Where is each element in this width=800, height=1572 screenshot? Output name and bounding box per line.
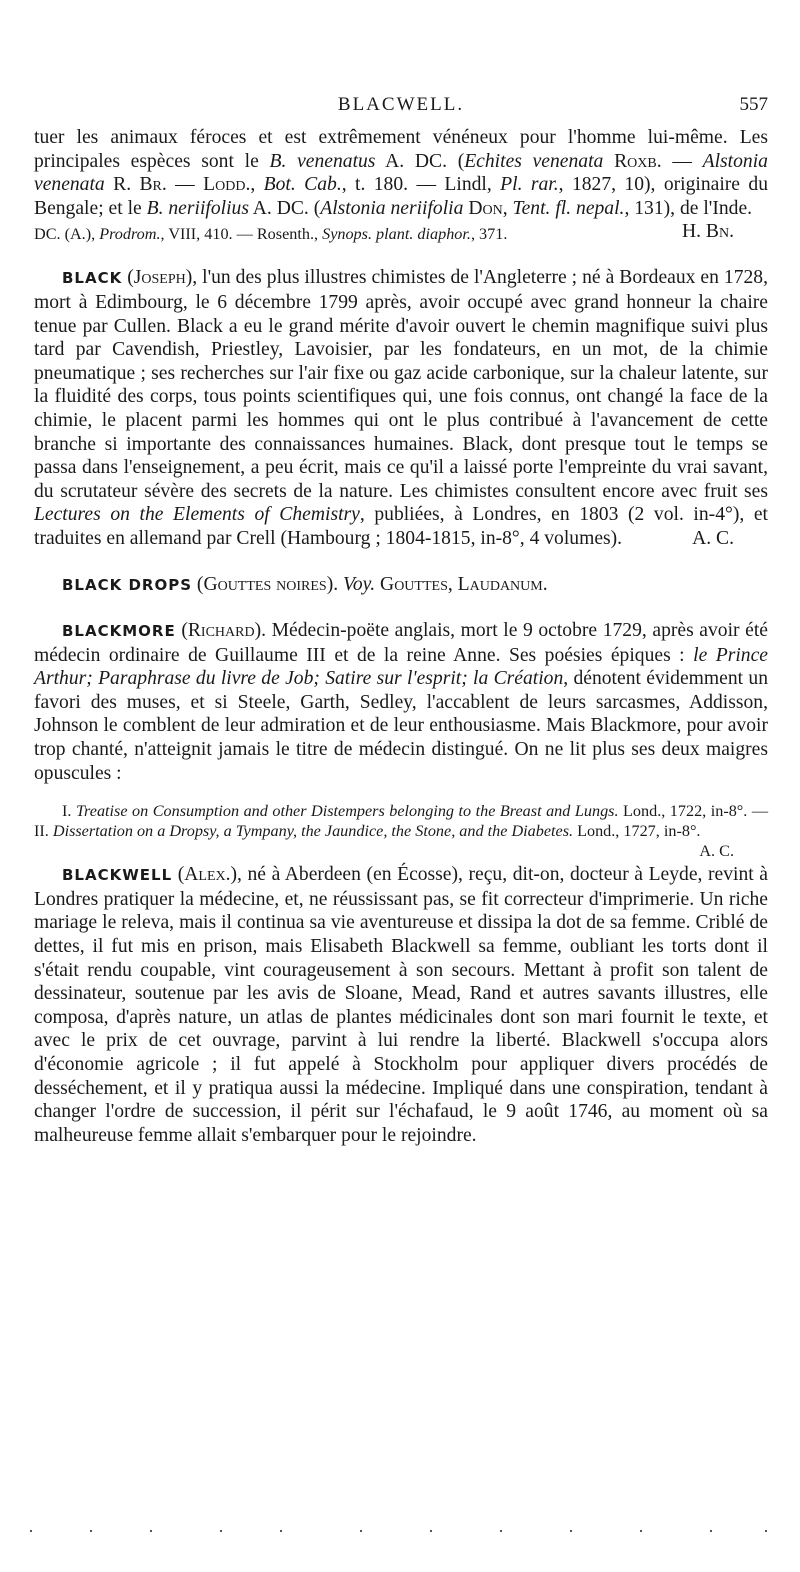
- scan-noise-dots: [30, 1530, 770, 1534]
- entry-blackwell: BLACKWELL (Alex.), né à Aberdeen (en Écosse), reçu, dit-on, docteur à Leyde, revint à Londres pratiquer la médecine, et, ne réussissant pas, se fit correcteur d'imprimerie. Un riche mariage le releva, mais il continua sa vie aventureuse et dissipa la dot de sa femme. Criblé de dettes, il fut mis en prison, mais Elisabeth Blackwell sa femme, oubliant les torts dont il s'était rendu coupable, vint courageusement à son secours. Mettant à profit son talent de dessinateur, soutenue par les avis de Sloane, Mead, Rand et autres savants illustres, elle composa, d'après nature, un atlas de plantes médicinales dont son mari fournit le texte, et avec le prix de cet ouvrage, parvint à lui rendre la liberté. Blackwell s'occupa alors d'économie agricole ; il fut appelé à Stockholm pour appliquer divers procédés de desséchement, et il y pratiqua aussi la médecine. Impliqué dans une conspiration, tendant à changer l'ordre de succession, il périt sur l'échafaud, le 9 août 1746, au moment où sa malheureuse femme allait s'embarquer pour le rejoindre.: [34, 864, 768, 1146]
- headword: BLACKWELL: [62, 866, 173, 885]
- headword: BLACKMORE: [62, 622, 176, 641]
- signature: A. C.: [692, 527, 734, 549]
- entry-black-drops: BLACK DROPS (Gouttes noires). Voy. Gouttes, Laudanum.: [62, 573, 548, 595]
- entry-black: BLACK (Joseph), l'un des plus illustres chimistes de l'Angleterre ; né à Bordeaux en 1728, mort à Edimbourg, le 6 décembre 1799 après, avoir occupé avec grand honneur la chaire tenue par Cullen. Black a eu le grand mérite d'avoir ouvert le chemin magnifique suivi plus tard par Cavendish, Priestley, Lavoisier, par les fondateurs, en un mot, de la chimie pneumatique ; ses recherches sur l'air fixe ou gaz acide carbonique, sur la chaleur latente, sur la fluidité des corps, tous points scientifiques qui, une fois connus, ont changé la face de la chimie, le placent parmi les hommes qui ont le plus contribué à l'avancement de cette branche si importante des connaissances humaines. Black, dont presque tout le temps se passa dans l'enseignement, a peu écrit, mais ce qu'il a laissé porte l'empreinte du vrai savant, du scrutateur sévère des secrets de la nature. Les chimistes consultent encore avec fruit ses Lectures on the Elements of Chemistry, publiées, à Londres, en 1803 (2 vol. in-4°), et traduites en allemand par Crell (Hambourg ; 1804-1815, in-8°, 4 volumes). A. C.: [34, 267, 768, 549]
- page-number: 557: [739, 94, 768, 115]
- signature: A. C.: [699, 842, 734, 861]
- headword: BLACK DROPS: [62, 575, 193, 594]
- entry-blackmore: BLACKMORE (Richard). Médecin-poëte anglais, mort le 9 octobre 1729, après avoir été médecin ordinaire de Guillaume III et de la reine Anne. Ses poésies épiques : le Prince Arthur; Paraphrase du livre de Job; Satire sur l'esprit; la Création, dénotent évidemment un favori des muses, et si Steele, Garth, Sedley, l'accablent de leurs sarcasmes, Addisson, Johnson le comblent de leur admiration et de leur enthousiasme. Mais Blackmore, pour avoir trop chanté, n'atteignit jamais le titre de médecin distingué. On ne lit plus ses deux maigres opuscules :: [34, 620, 768, 784]
- bibliography-blackmore: I. Treatise on Consumption and other Distempers belonging to the Breast and Lungs. Lond., 1722, in-8°. — II. Dissertation on a Dropsy, a Tympany, the Jaundice, the Stone, and the Diabetes. Lond., 1727, in-8°. A. C.: [34, 802, 769, 861]
- headword: BLACK: [62, 269, 123, 288]
- entry-continuation: tuer les animaux féroces et est extrêmement vénéneux pour l'homme lui-même. Les principales espèces sont le B. venenatus A. DC. (Echites venenata Roxb. — Alstonia venenata R. Br. — Lodd., Bot. Cab., t. 180. — Lindl, Pl. rar., 1827, 10), originaire du Bengale; et le B. neriifolius A. DC. (Alstonia neriifolia Don, Tent. fl. nepal., 131), de l'Inde. H. Bn.: [34, 127, 768, 243]
- bibliography-reference: DC. (A.), Prodrom., VIII, 410. — Rosenth., Synops. plant. diaphor., 371.: [34, 225, 508, 244]
- signature: H. Bn.: [681, 221, 734, 243]
- page-body: [34, 126, 768, 1147]
- running-header: [34, 94, 768, 122]
- running-title: BLACWELL.: [337, 94, 465, 115]
